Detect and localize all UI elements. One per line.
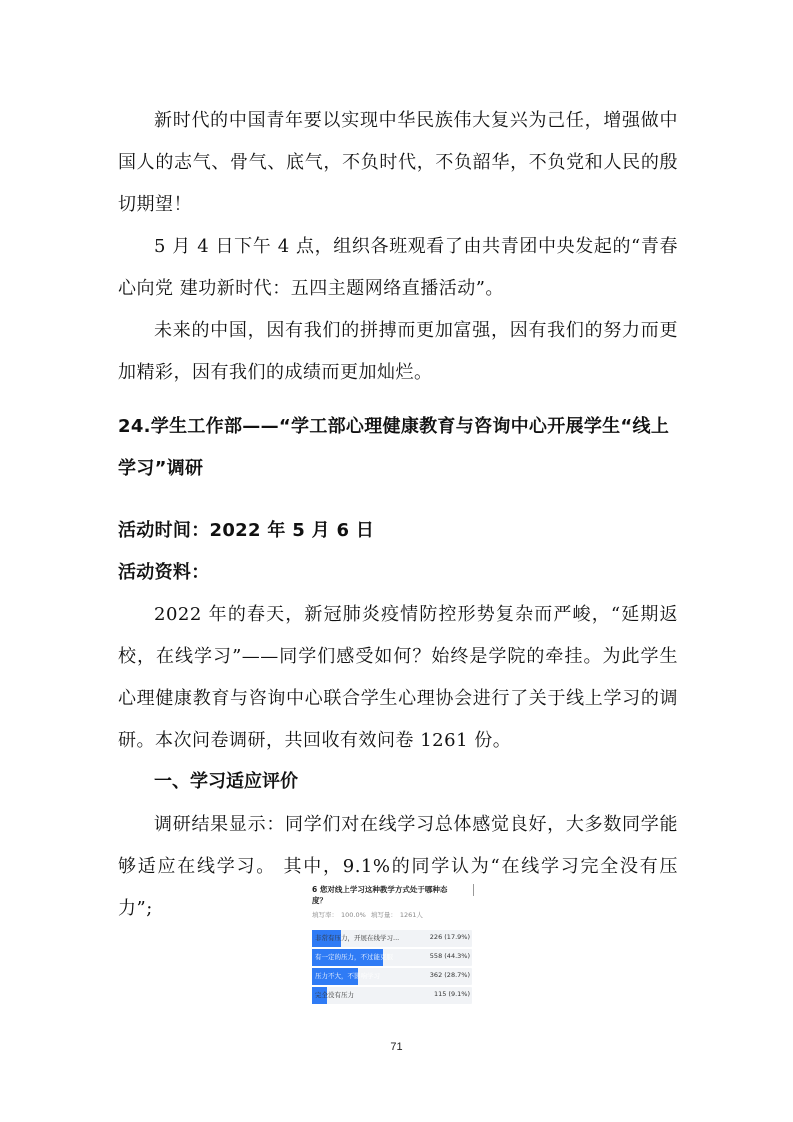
activity-time: 活动时间：2022 年 5 月 6 日 <box>118 520 375 541</box>
chart-row <box>312 968 472 985</box>
chart-value-label: 115 (9.1%) <box>433 990 470 998</box>
paragraph-future-china: 未来的中国，因有我们的拼搏而更加富强，因有我们的努力而更加精彩，因有我们的成绩而更加灿烂。 <box>118 320 678 383</box>
page-number: 71 <box>390 1041 403 1053</box>
text-cursor <box>473 884 474 896</box>
chart-value-label: 362 (28.7%) <box>429 971 470 979</box>
chart-category-label: 压力不大，不影响学习 <box>315 972 380 980</box>
chart-value-label: 226 (17.9%) <box>429 933 470 941</box>
fill-count-value: 1261人 <box>399 911 423 919</box>
survey-chart <box>308 880 480 1016</box>
paragraph-survey-results: 调研结果显示：同学们对在线学习总体感觉良好，大多数同学能够适应在线学习。 其中，9.1%的同学认为“在线学习完全没有压力”; <box>118 814 678 919</box>
fill-rate-value: 100.0% <box>341 911 366 919</box>
chart-category-label: 有一定的压力，不过能克服 <box>315 953 393 961</box>
chart-rows <box>312 930 472 1006</box>
subheading-adaptation: 一、学习适应评价 <box>154 771 298 792</box>
section-title: 24.学生工作部——“学工部心理健康教育与咨询中心开展学生“线上学习”调研 <box>118 416 670 479</box>
chart-value-label: 558 (44.3%) <box>429 952 470 960</box>
chart-title: 6 您对线上学习这种教学方式处于哪种态度？ <box>312 885 448 905</box>
chart-category-label: 完全没有压力 <box>315 991 354 999</box>
chart-row <box>312 930 472 947</box>
paragraph-survey-intro: 2022 年的春天，新冠肺炎疫情防控形势复杂而严峻，“延期返校，在线学习”——同学们感受如何？始终是学院的牵挂。为此学生心理健康教育与咨询中心联合学生心理协会进行了关于线上学习的调研。本次问卷调研，共回收有效问卷 1261 份。 <box>118 604 678 751</box>
paragraph-youth-mission: 新时代的中国青年要以实现中华民族伟大复兴为己任，增强做中国人的志气、骨气、底气，不负时代，不负韶华，不负党和人民的殷切期望！ <box>118 110 678 215</box>
paragraph-may-fourth-broadcast: 5 月 4 日下午 4 点，组织各班观看了由共青团中央发起的“青春心向党 建功新时代：五四主题网络直播活动”。 <box>118 236 678 299</box>
fill-count-label: 填写量： <box>370 911 397 919</box>
chart-meta <box>312 910 426 919</box>
chart-category-label: 非常有压力，开展在线学习... <box>315 934 400 942</box>
chart-row <box>312 949 472 966</box>
activity-materials-label: 活动资料： <box>118 562 210 583</box>
fill-rate-label: 填写率： <box>312 911 338 919</box>
chart-row <box>312 987 472 1004</box>
